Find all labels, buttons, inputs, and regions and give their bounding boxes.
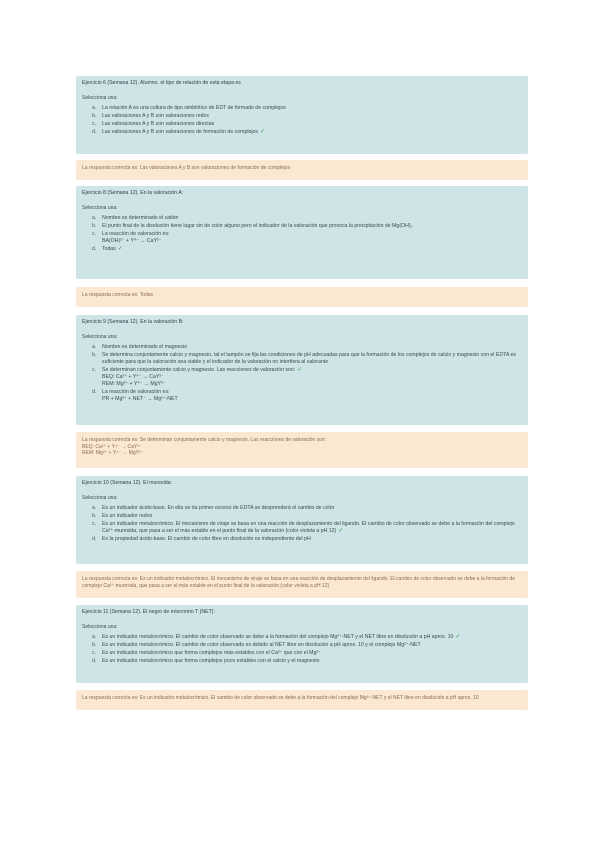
- option[interactable]: d. Todas ✓: [92, 246, 123, 252]
- option[interactable]: a. La relación A es una cultura de tipo simbiótico de EDT de formado de complejos: [92, 105, 286, 111]
- question-block-2: [76, 186, 528, 279]
- question-title: Ejercicio 9 (Semana 12). En la valoración B:: [82, 319, 184, 325]
- option[interactable]: d. Es un indicador metalocrómico que forma complejos poco estables con el calcio y el magnesio: [92, 658, 320, 664]
- select-one-label: Selecciona una:: [82, 334, 118, 340]
- question-block-4: [76, 476, 528, 564]
- option[interactable]: c. Las valoraciones A y B son valoraciones directas: [92, 121, 215, 127]
- option[interactable]: c. La reacción de valoración es: BA(OH)²⁻ + Y⁴⁻ → CaY²⁻: [92, 231, 170, 244]
- question-title: Ejercicio 11 (Semana 12). El negro de eriocromo T (NET):: [82, 609, 215, 615]
- option[interactable]: b. Se determina conjuntamente calcio y magnesio, tal el tampón se fija las condiciones de pH adecuadas para que la formación de los complejos de calcio y magnesio con el EDTA es suficiente para que la valoración sea viable y el indicador de la valoración no interfiera al valorante: [92, 352, 516, 365]
- option[interactable]: b. El punto final de la disolución tiene lugar sin de color alguno pero el indicador de la valoración que provoca la precipitación de Mg(OH)₂: [92, 223, 413, 229]
- option[interactable]: a. Nombre es determinado el magnesio: [92, 344, 188, 350]
- option[interactable]: d. La reacción de valoración es: PR + Mg²⁺ + NET⁻ → Mg²⁺-NET: [92, 389, 178, 402]
- check-icon: ✓: [297, 367, 303, 373]
- select-one-label: Selecciona una:: [82, 624, 118, 630]
- question-title: Ejercicio 8 (Semana 12). En la valoración A:: [82, 190, 184, 196]
- option[interactable]: c. Se determinan conjuntamente calcio y magnesio. Las reacciones de valoración son: ✓ BEQ: Ca²⁺ + Y⁴⁻ → CaY²⁻ REM: Mg²⁺ + Y⁴⁻ → MgY²⁻: [92, 367, 303, 387]
- select-one-label: Selecciona una:: [82, 95, 118, 101]
- question-title: Ejercicio 6 (Semana 12). Alumno. el tipo de relación de esta etapa es: [82, 80, 241, 86]
- question-block-3: [76, 315, 528, 425]
- option[interactable]: a. Es un indicador metalocrómico. El cambio de color observado se debe a la formación del complejo Mg²⁺-NET y el NET libre en disolución a pH aprox. 10 ✓: [92, 634, 461, 640]
- question-block-1: [76, 76, 528, 154]
- question-block-5: [76, 605, 528, 683]
- select-one-label: Selecciona una:: [82, 495, 118, 501]
- option[interactable]: d. Las valoraciones A y B son valoraciones de formación de complejos ✓: [92, 129, 266, 135]
- check-icon: ✓: [117, 246, 123, 252]
- option[interactable]: a. Es un indicador ácido-base. En ella se da primer exceso de EDTA se desprenderá el cambio de color: [92, 505, 335, 511]
- option[interactable]: b. Es un indicador metalocrómico. El cambio de color observado es debido al NET libre en disolución a pH aprox. 10 y el complejo Mg²⁺-NET: [92, 642, 421, 648]
- feedback-5: La respuesta correcta es: Es un indicador metalocrómico. El cambio de color observado se debe a la formación del complejo Mg²⁺-NET y el NET libre en disolución a pH aprox. 10: [76, 690, 528, 710]
- option[interactable]: c. Es un indicador metalocrómico. El mecanismo de viraje se basa en una reacción de desplazamiento del ligando. El cambio de color observado se debe a la formación del complejo Ca²⁺-murexida, que pasa a ser el más estable en el punto final de la valoración (color violeta a pH 12) ✓: [92, 521, 515, 534]
- option[interactable]: b. Las valoraciones A y B son valoraciones redox: [92, 113, 209, 119]
- check-icon: ✓: [260, 129, 266, 135]
- feedback-2: La respuesta correcta es: Todas: [76, 287, 528, 307]
- option[interactable]: c. Es un indicador metalocrómico que forma complejos más estables con el Ca²⁺ que con el Mg²⁺: [92, 650, 321, 656]
- question-title: Ejercicio 10 (Semana 12). El murexida:: [82, 480, 172, 486]
- feedback-1: La respuesta correcta es: Las valoraciones A y B son valoraciones de formación de complejos: [76, 160, 528, 180]
- check-icon: ✓: [338, 528, 344, 534]
- option[interactable]: b. Es un indicador redox: [92, 513, 153, 519]
- check-icon: ✓: [455, 634, 461, 640]
- option[interactable]: a. Nombre es determinado el catión: [92, 215, 179, 221]
- option[interactable]: d. Es la propiedad ácido-base. El cambio de color libre en disolución es independiente del pH: [92, 536, 311, 542]
- feedback-3: La respuesta correcta es: Se determinan conjuntamente calcio y magnesio. Las reacciones de valoración son: BEQ: Ca²⁺ + Y⁴⁻ → CaY²⁻ REM: Mg²⁺ + Y⁴⁻ → MgY²⁻: [76, 432, 528, 468]
- feedback-4: La respuesta correcta es: Es un indicador metalocrómico. El mecanismo de viraje se basa en una reacción de desplazamiento del ligando. El cambio de color observado se debe a la formación de complejo Ca²⁺-murexida, que pasa a ser el más estable en el punto final de la valoración (color violeta a pH 12): [76, 571, 528, 598]
- select-one-label: Selecciona una:: [82, 205, 118, 211]
